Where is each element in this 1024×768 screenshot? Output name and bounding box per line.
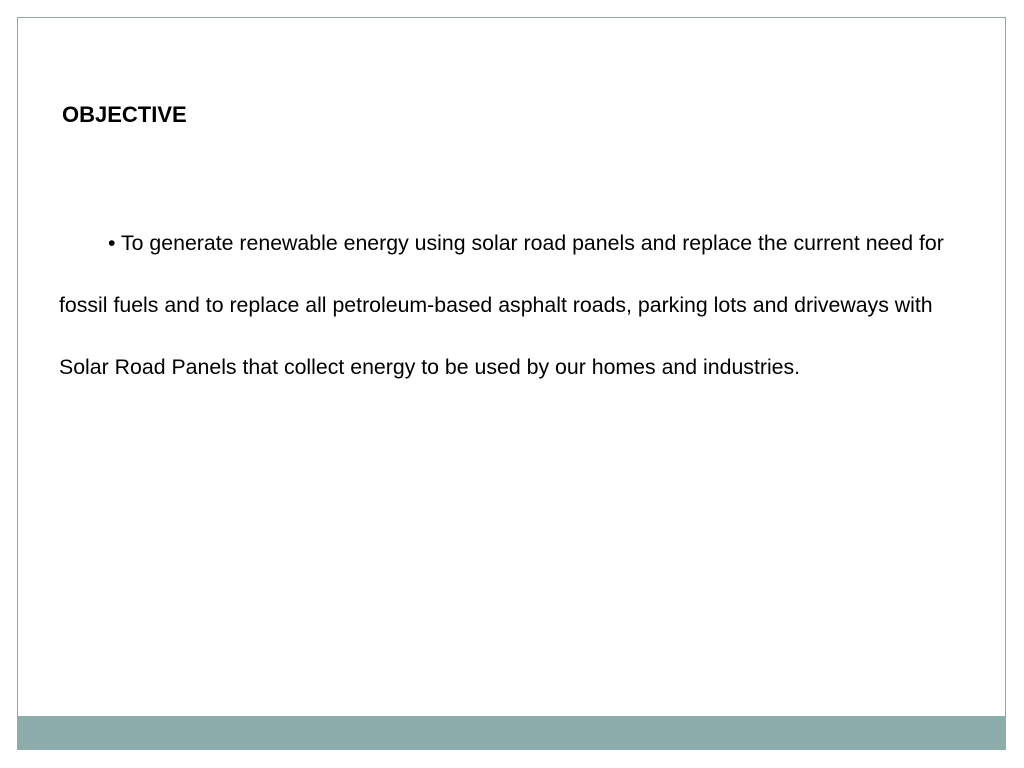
bullet-glyph: • [108,231,116,255]
slide-heading: OBJECTIVE [62,102,187,127]
footer-bar [17,716,1006,750]
objective-text: To generate renewable energy using solar road panels and replace the current need for fossil fuels and to replace all petroleum-based asphalt roads, parking lots and driveways with Solar Road Panels that collect energy to be used by our homes and industries. [59,231,944,379]
objective-paragraph [59,212,949,398]
